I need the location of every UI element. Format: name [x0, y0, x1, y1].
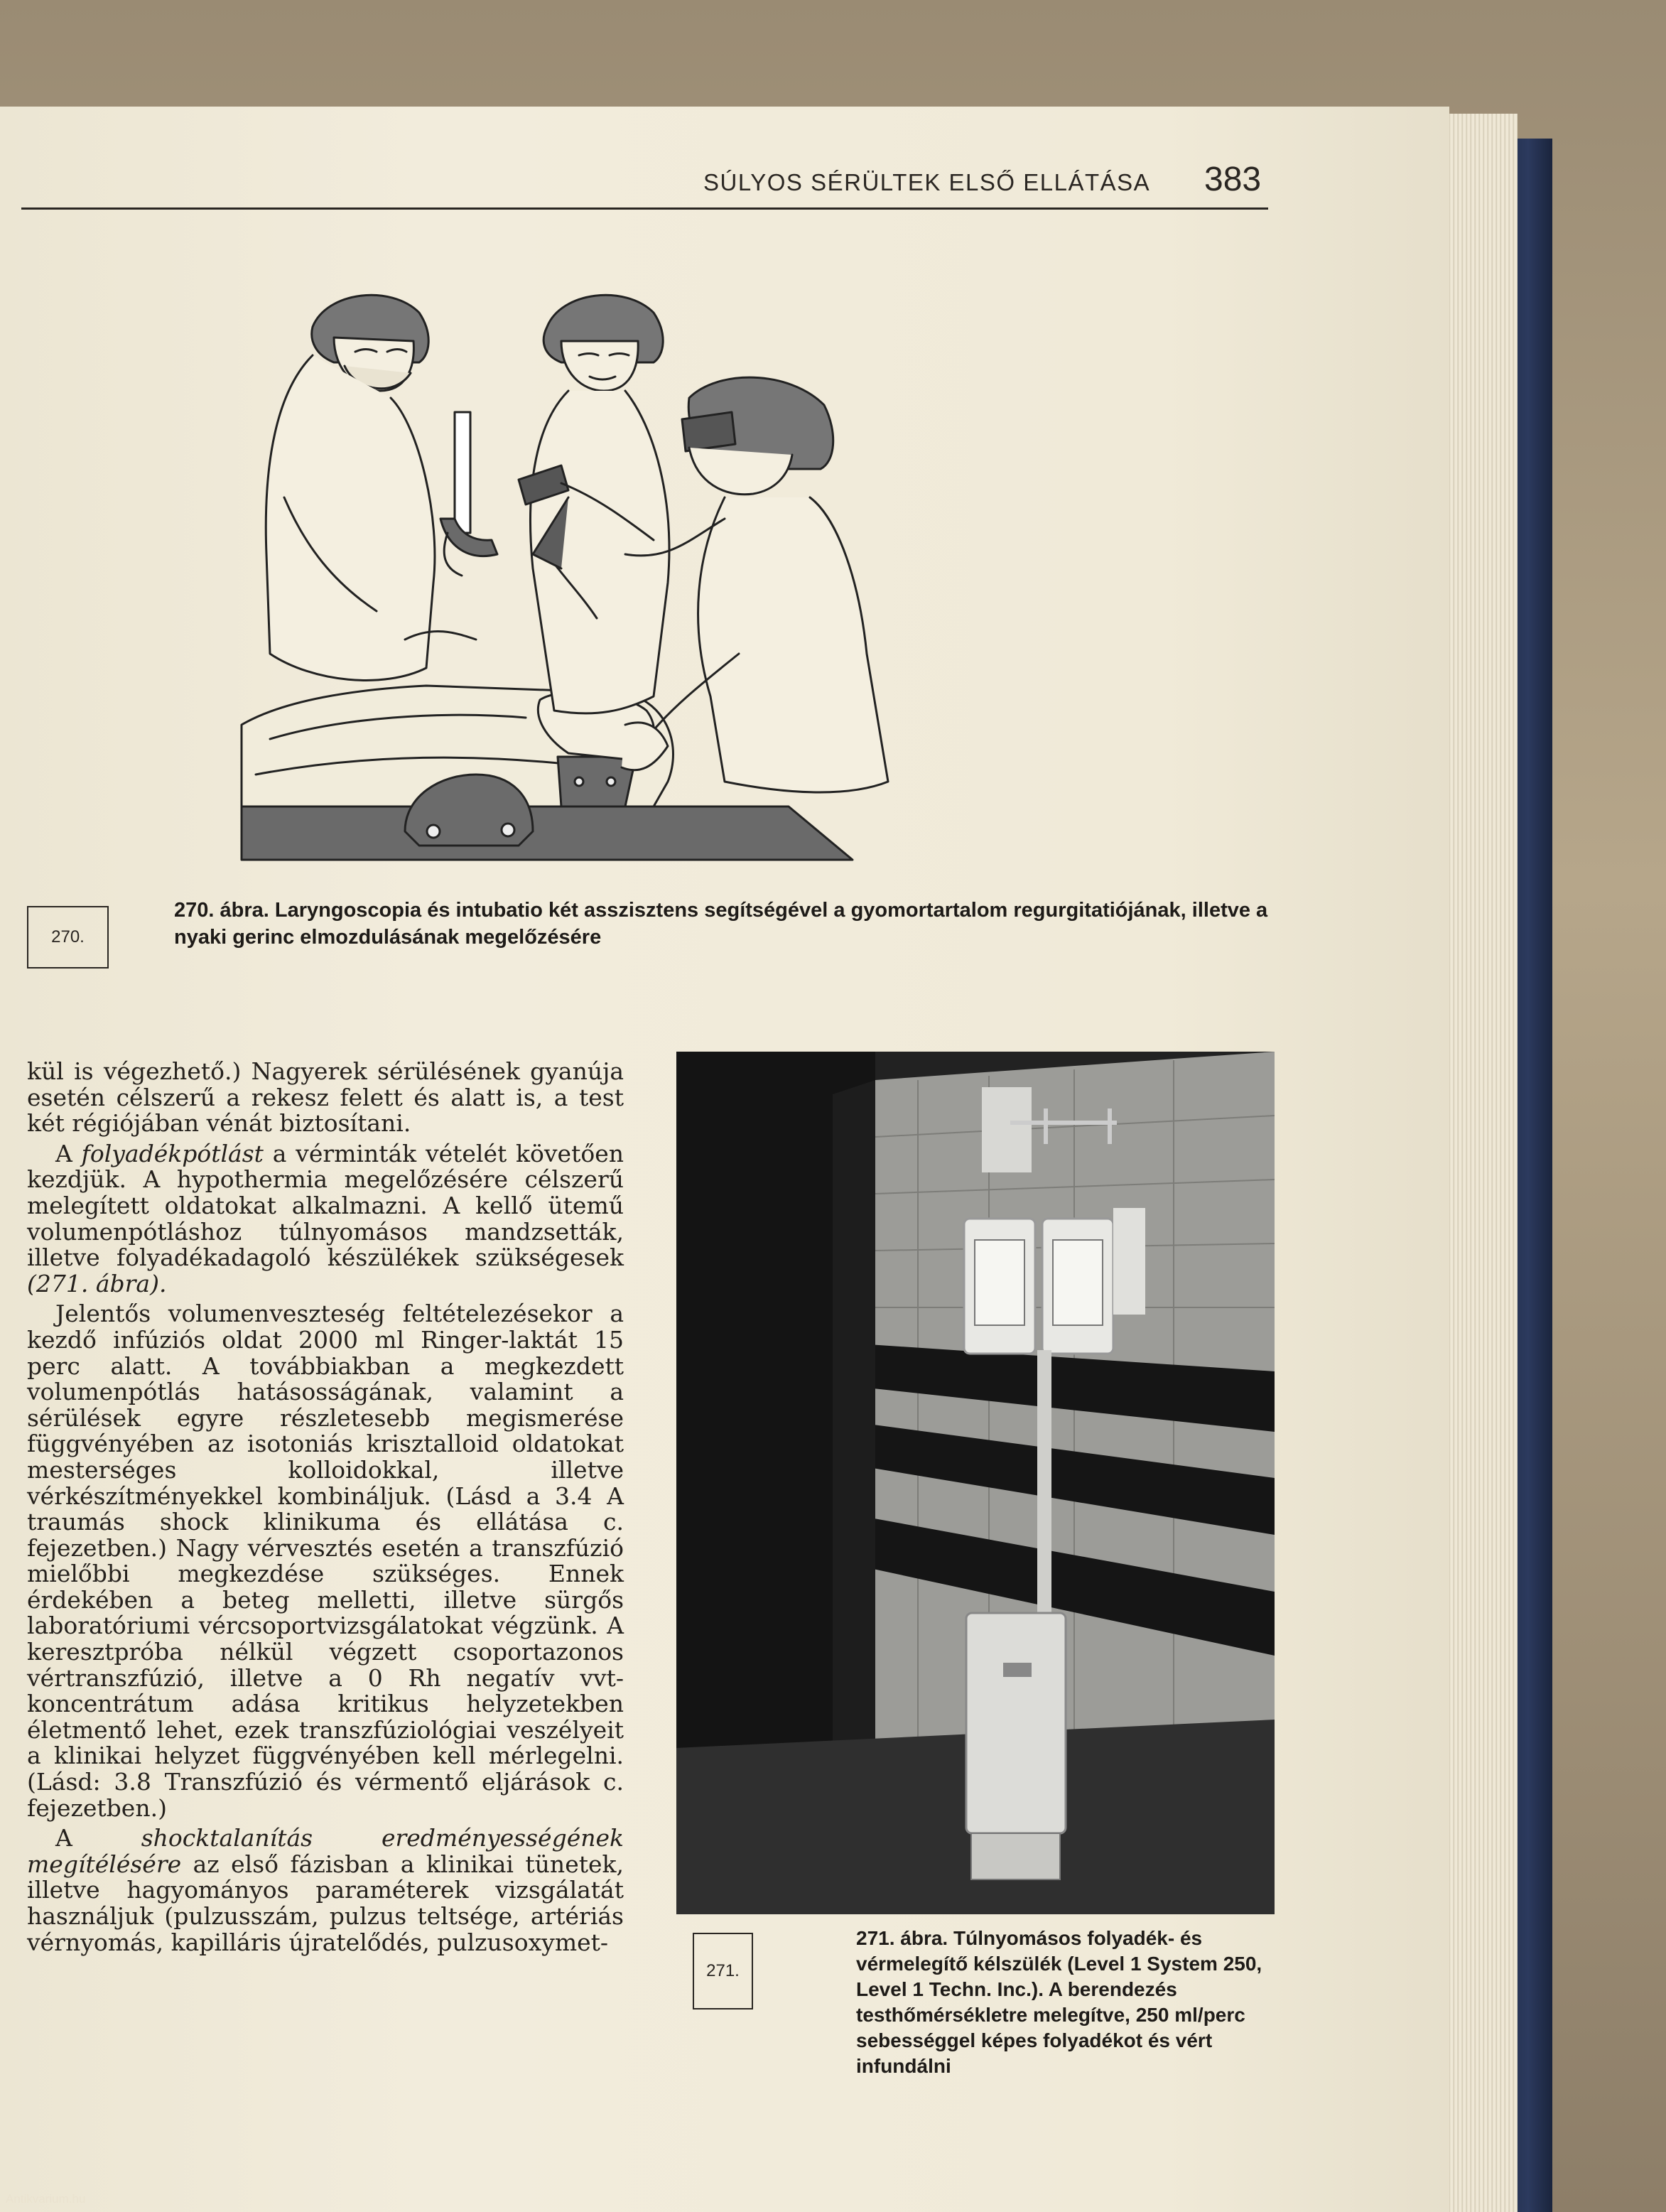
figure-271-caption-label: 271. ábra.: [856, 1927, 948, 1949]
page-number: 383: [1204, 161, 1262, 198]
text-run: az első fázisban a klinikai tünetek, illetve hagyományos paraméterek vizsgálatát használjuk (pulzusszám, pulzus teltsége, artériás vérnyomás, kapilláris újratelődés, pulzusoxymet-: [27, 1850, 624, 1956]
laryngoscope-handle: [455, 412, 470, 533]
figure-270-caption-text: Laryngoscopia és intubatio két asszisztens segítségével a gyomortartalom regurgitatiójának, illetve a nyaki gerinc elmozdulásának megelőzésére: [174, 899, 1268, 949]
figure-reference: (271. ábra).: [27, 1269, 167, 1297]
doctor-right-face: [689, 448, 792, 495]
paragraph-fluid-replacement: [27, 1141, 624, 1297]
figure-270-caption-label: 270. ábra.: [174, 899, 269, 922]
paragraph-volume-loss: Jelentős volumenveszteség feltételezésekor a kezdő infúziós oldat 2000 ml Ringer-laktát 15 perc alatt. A továbbiakban a megkezdett volumenpótlás hatásosságának, valamint a sérülések egyre részletesebb megismerése függvényében az isotoniás krisztalloid oldatokat mesterséges kolloidokkal, illetve vérkészítményekkel kombináljuk. (Lásd a 3.4 A traumás shock klinikuma és ellátása c. fejezetben.) Nagy vérvesztés esetén a transzfúzió mielőbbi megkezdése szükséges. Ennek érdekében a beteg melletti, illetve sürgős laboratóriumi vércsoportvizsgálatokat végzünk. A keresztpróba nélkül végzett csoportazonos vértranszfúzió, illetve a 0 Rh negatív vvt-koncentrátum adása kritikus helyzetekben életmentő lehet, ezek transzfúziológiai veszélyeit a klinikai helyzet függvényében kell mérlegelni. (Lásd: 3.8 Transzfúzió és vérmentő eljárások c. fejezetben.): [27, 1300, 624, 1822]
figure-270-number-box: 270.: [27, 906, 109, 969]
header-rule: [21, 207, 1268, 210]
emphasis-term: folyadékpótlást: [81, 1139, 264, 1167]
body-text-column: [27, 1059, 624, 1955]
text-run: A: [55, 1139, 82, 1167]
text-run: A: [55, 1824, 141, 1852]
doctor-right-gown: [698, 497, 888, 792]
watermark: Antikvarium.hu: [6, 2192, 86, 2206]
doctor-middle-face: [561, 341, 638, 391]
figure-271-number-box: 271.: [693, 1933, 753, 2009]
doctor-right-goggles: [682, 412, 735, 451]
paragraph-continuation: kül is végezhető.) Nagyerek sérülésének gyanúja esetén célszerű a rekesz felett és alatt is, a test két régiójában vénát biztosítani.: [27, 1057, 624, 1138]
figure-271-photo: [676, 1052, 1275, 1914]
text-run: a vérminták vételét követően kezdjük. A hypothermia megelőzésére célszerű melegített oldatokat alkalmazni. A kellő ütemű volumenpótláshoz túlnyomásos mandzsetták, illetve folyadékadagoló készülékek szükségesek: [27, 1139, 624, 1272]
running-header-title: SÚLYOS SÉRÜLTEK ELSŐ ELLÁTÁSA: [703, 169, 1151, 195]
operating-table: [242, 806, 853, 860]
figure-271-caption-text: Túlnyomásos folyadék- és vérmelegítő kélszülék (Level 1 System 250, Level 1 Techn. Inc.). A berendezés testhőmérsékletre melegítve, 250 ml/perc sebességgel képes folyadékot és vért infundálni: [856, 1927, 1262, 2077]
emphasis-term: shocktalanítás eredményességének megítélésére: [27, 1824, 624, 1878]
infusion-device-unit: [966, 1613, 1066, 1833]
figure-270-illustration: [227, 284, 1087, 867]
figure-271-caption: [856, 1926, 1289, 2079]
doctor-left-gown: [266, 355, 435, 680]
figure-270-caption: [174, 897, 1282, 951]
paragraph-shock-evaluation: [27, 1825, 624, 1955]
